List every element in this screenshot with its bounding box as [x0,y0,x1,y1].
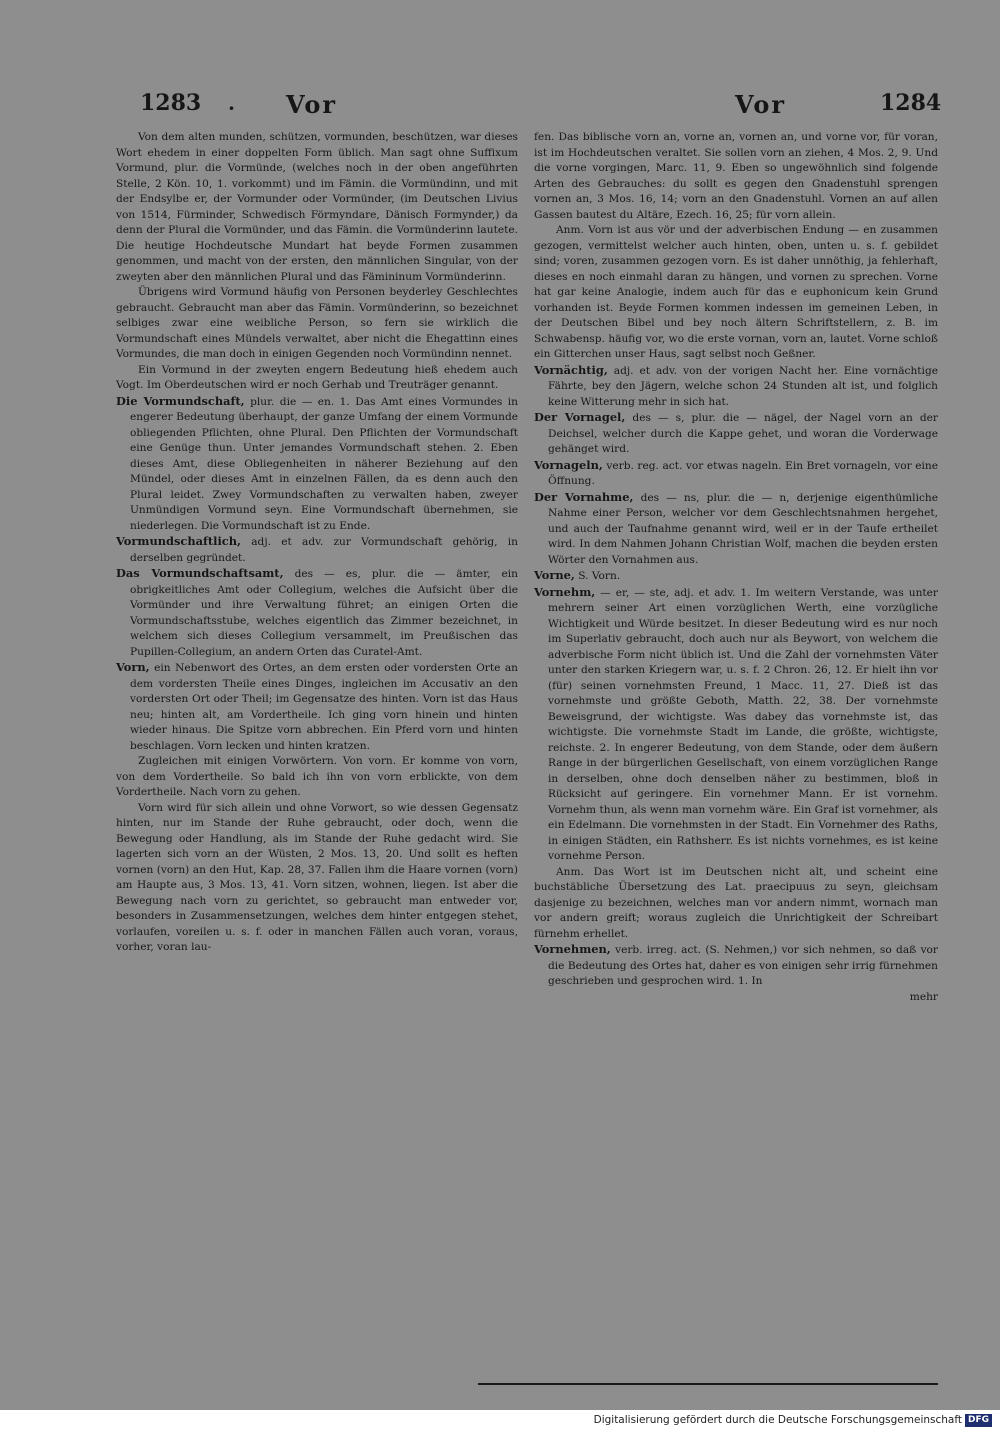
entry-text: des — ns, plur. die — n, derjenige eigenthümliche Nahme einer Person, welcher vor dem Geschlechtsnahmen hergehet, und auch der Taufnahme genannt wird, weil er in der Taufe ertheilet wird. In dem Nahmen Johann Christian Wolf, machen die beyden ersten Wörter den Vornahmen aus. [548,491,938,566]
dictionary-entry [116,660,518,754]
entry-headword: Vornageln, [534,457,603,472]
entry-text: des — es, plur. die — ämter, ein obrigkeitliches Amt oder Collegium, welches die Aufsicht über die Vormünder und ihre Verwaltung führet; an einigen Orten die Vormundschaftsstube, welches eigentlich das Zimmer bezeichnet, in welchem sich dieses Collegium versammelt, im Preußischen das Pupillen-Collegium, an andern Orten das Curatel-Amt. [130,568,518,658]
paragraph [534,990,938,1006]
entry-text: mehr [909,990,938,1003]
dictionary-entry [534,490,938,569]
paragraph [116,754,518,801]
entry-text: verb. irreg. act. (S. Nehmen,) vor sich nehmen, so daß vor die Bedeutung des Ortes hat, daher es von einigen sehr irrig fürnehmen geschrieben und gesprochen wird. 1. In [548,944,938,987]
entry-headword: Der Vornahme, [534,489,634,504]
entry-text: — er, — ste, adj. et adv. 1. Im weitern Verstande, was unter mehrern seiner Art einen vorzüglichen Werth, eine vorzügliche Wichtigkeit und Würde besitzet. In dieser Bedeutung wird es nur noch im Superlativ gebraucht, doch auch nur als Beywort, von welchem die adverbische Form nicht üblich ist. Und die Zahl der vornehmsten Väter unter den starken Kriegern war, u. s. f. 2 Chron. 26, 12. Er hielt ihn vor (für) seinen vornehmsten Freund, 1 Macc. 11, 27. Dieß ist das vornehmste und größte Geboth, Matth. 22, 38. Der vornehmste Beweisgrund, der wichtigste. Was dabey das vornehmste ist, das wichtigste. Die vornehmste Stadt im Lande, die größte, wichtigste, reichste. 2. In engerer Bedeutung, von dem Stande, oder dem äußern Range in der bürgerlichen Gesellschaft, von einem vorzüglichen Range in derselben, ohne doch denselben näher zu bestimmen, bloß in Rücksicht auf geringere. Ein vornehmer Mann. Er ist vornehm. Vornehm thun, als wenn man vornehm wäre. Ein Graf ist vornehmer, als ein Edelmann. Die vornehmsten in der Stadt. Ein Vornehmer des Raths, in einigen Städten, ein Rathsherr. Es ist nichts vornehmes, es ist keine vornehme Person. [548,586,938,862]
page-number-left: 1283 [140,90,202,116]
entry-headword: Vorn, [116,660,150,674]
dictionary-entry [534,458,938,490]
paragraph [534,865,938,943]
entry-headword: Vornehmen, [534,942,611,956]
entry-text: Von dem alten munden, schützen, vormunden, beschützen, war dieses Wort ehedem in einer doppelten Form üblich. Man sagt ohne Suffixum Vormund, plur. die Vormünde, (welches noch in der oben angeführten Stelle, 2 Kön. 10, 1. vorkommt) und im Fämin. die Vormündinn, und mit der Endsylbe er, der Vormunder oder Vormünder, (im Deutschen Livius von 1514, Fürminder, Schwedisch Förmyndare, Dänisch Formynder,) da denn der Plural die Vormünder, und das Fämin. die Vormünderinn lautete. Die heutige Hochdeutsche Mundart hat beyde Formen zusammen genommen, und macht von der ersten, den männlichen Singular, von der zweyten aber den männlichen Plural und das Fämininum Vormünderinn. [116,131,518,283]
paragraph [534,130,938,223]
entry-text: des — s, plur. die — nägel, der Nagel vorn an der Deichsel, welcher durch die Kappe gehet, und woran die Vorderwage gehänget wird. [548,412,938,455]
dictionary-entry [116,394,518,535]
entry-text: Vorn wird für sich allein und ohne Vorwort, so wie dessen Gegensatz hinten, nur im Stande der Ruhe gebraucht, oder doch, wenn die Bewegung oder Handlung, als im Stande der Ruhe gedacht wird. Sie lagerten sich vorn an der Wüsten, 2 Mos. 13, 20. Und sollt es heften vornen (vorn) an den Hut, Kap. 28, 37. Fallen ihm die Haare vornen (vorn) am Haupte aus, 3 Mos. 13, 41. Vorn sitzen, wohnen, liegen. Ist aber die Bewegung nach vorn zu gerichtet, so gebraucht man entweder vor, besonders in Zusammensetzungen, welches dem hinter entgegen stehet, vorlaufen, voreilen u. s. f. oder in manchen Fällen auch voran, voraus, vorher, voran lau- [116,801,518,953]
entry-text: fen. Das biblische vorn an, vorne an, vornen an, und vorne vor, für voran, ist im Hochdeutschen veraltet. Sie sollen vorn an ziehen, 4 Mos. 2, 9. Und die vorne vorgingen, Marc. 11, 9. Eben so ungewöhnlich sind folgende Arten des Gebrauches: du sollt es gegen den Gnadenstuhl sprengen vornen an, 3 Mos. 16, 14; vorn an den Gnadenstuhl. Vornen an auf allen Gassen bautest du Altäre, Ezech. 16, 25; für vorn allein. [534,131,938,221]
entry-text: verb. reg. act. vor etwas nageln. Ein Bret vornageln, vor eine Öffnung. [548,459,938,487]
paragraph [116,363,518,394]
paragraph [116,130,518,285]
funding-notice: Digitalisierung gefördert durch die Deutsche Forschungsgemeinschaft [593,1414,962,1426]
header-separator: · [228,96,235,120]
dictionary-entry [534,568,938,585]
right-text-column [534,130,938,1005]
dictionary-entry [116,534,518,566]
entry-text: Ein Vormund in der zweyten engern Bedeutung hieß ehedem auch Vogt. Im Oberdeutschen wird er noch Gerhab und Treuträger genannt. [116,363,518,391]
entry-text: Zugleichen mit einigen Vorwörtern. Von vorn. Er komme von vorn, von dem Vordertheile. So bald ich ihn von vorn erblickte, von dem Vordertheile. Nach vorn zu gehen. [116,755,518,798]
dictionary-entry [534,585,938,865]
bottom-rule [478,1383,938,1385]
paragraph [116,285,518,363]
running-head-right: Vor [735,90,787,119]
page-header [0,90,1000,122]
entry-text: Anm. Vorn ist aus vör und der adverbischen Endung — en zusammen gezogen, vermittelst welcher auch hinten, oben, unten u. s. f. gebildet sind; voren, zusammen gezogen vorn. Es ist daher unnöthig, ja fehlerhaft, dieses en noch einmahl daran zu hängen, und vornen zu sprechen. Vorne hat gar keine Analogie, indem auch für das e euphonicum kein Grund vorhanden ist. Beyde Formen kommen indessen im gemeinen Leben, in der Deutschen Bibel und bey noch ältern Schriftstellern, z. B. im Schwabensp. häufig vor, wo die erste vornan, vorn an, lautet. Vorne schloß ein Gitterchen unser Haus, sagt selbst noch Geßner. [534,224,938,360]
dfg-logo: DFG [965,1414,992,1427]
entry-headword: Vornächtig, [534,362,608,377]
entry-headword: Die Vormundschaft, [116,393,245,408]
entry-headword: Vornehm, [534,584,596,599]
page-number-right: 1284 [880,90,942,116]
entry-text: Anm. Das Wort ist im Deutschen nicht alt, und scheint eine buchstäbliche Übersetzung des Lat. praecipuus zu seyn, gleichsam dasjenige zu bezeichnen, welches man vor andern nimmt, wornach man vor andern greift; woraus zugleich die Unrichtigkeit der Schreibart fürnehm erhellet. [534,865,938,940]
dictionary-entry [534,363,938,411]
entry-text: adj. et adv. von der vorigen Nacht her. Eine vornächtige Fährte, bey den Jägern, welche schon 24 Stunden alt ist, und folglich keine Witterung mehr in sich hat. [548,364,938,408]
running-head-left: Vor [286,90,338,119]
entry-text: ein Nebenwort des Ortes, an dem ersten oder vordersten Orte an dem vordersten Theile eines Dinges, ingleichen im Accusativ an den vordersten Ort oder Theil; im Gegensatze des hinten. Vorn ist das Haus neu; hinten alt, am Vordertheile. Ich ging vorn hinein und hinten wieder hinaus. Die Spitze vorn abbrechen. Ein Pferd vorn und hinten beschlagen. Vorn lecken und hinten kratzen. [130,662,518,752]
dictionary-entry [534,942,938,990]
entry-headword: Vormundschaftlich, [116,534,241,548]
paragraph [534,223,938,363]
paragraph [116,801,518,956]
entry-headword: Vorne, [534,568,575,582]
left-text-column [116,130,518,956]
entry-headword: Der Vornagel, [534,410,626,424]
entry-text: S. Vorn. [574,570,621,582]
entry-text: plur. die — en. 1. Das Amt eines Vormundes in engerer Bedeutung überhaupt, der ganze Umfang der einem Vormunde obliegenden Pflichten, ohne Plural. Den Pflichten der Vormundschaft eine Genüge thun. Unter jemandes Vormundschaft stehen. 2. Eben dieses Amt, diese Obliegenheiten in näherer Beziehung auf den Mündel, oder dieses Amt in einzelnen Fällen, da es denn auch den Plural leidet. Zwey Vormundschaften zu verwalten haben, zweyer Unmündigen Vormund seyn. Eine Vormundschaft übernehmen, sie niederlegen. Die Vormundschaft ist zu Ende. [130,395,518,532]
entry-text: adj. et adv. zur Vormundschaft gehörig, in derselben gegründet. [130,536,518,564]
dictionary-entry [534,410,938,458]
entry-headword: Das Vormundschaftsamt, [116,566,284,580]
entry-text: Übrigens wird Vormund häufig von Personen beyderley Geschlechtes gebraucht. Gebraucht man aber das Fämin. Vormünderinn, so bezeichnet selbiges zwar eine weibliche Person, so fern sie wirklich die Vormundschaft eines Mündels verwaltet, aber nicht die Ehegattinn eines Vormundes, die man doch in einigen Gegenden noch Vormündinn nennet. [116,286,518,360]
dictionary-entry [116,566,518,660]
